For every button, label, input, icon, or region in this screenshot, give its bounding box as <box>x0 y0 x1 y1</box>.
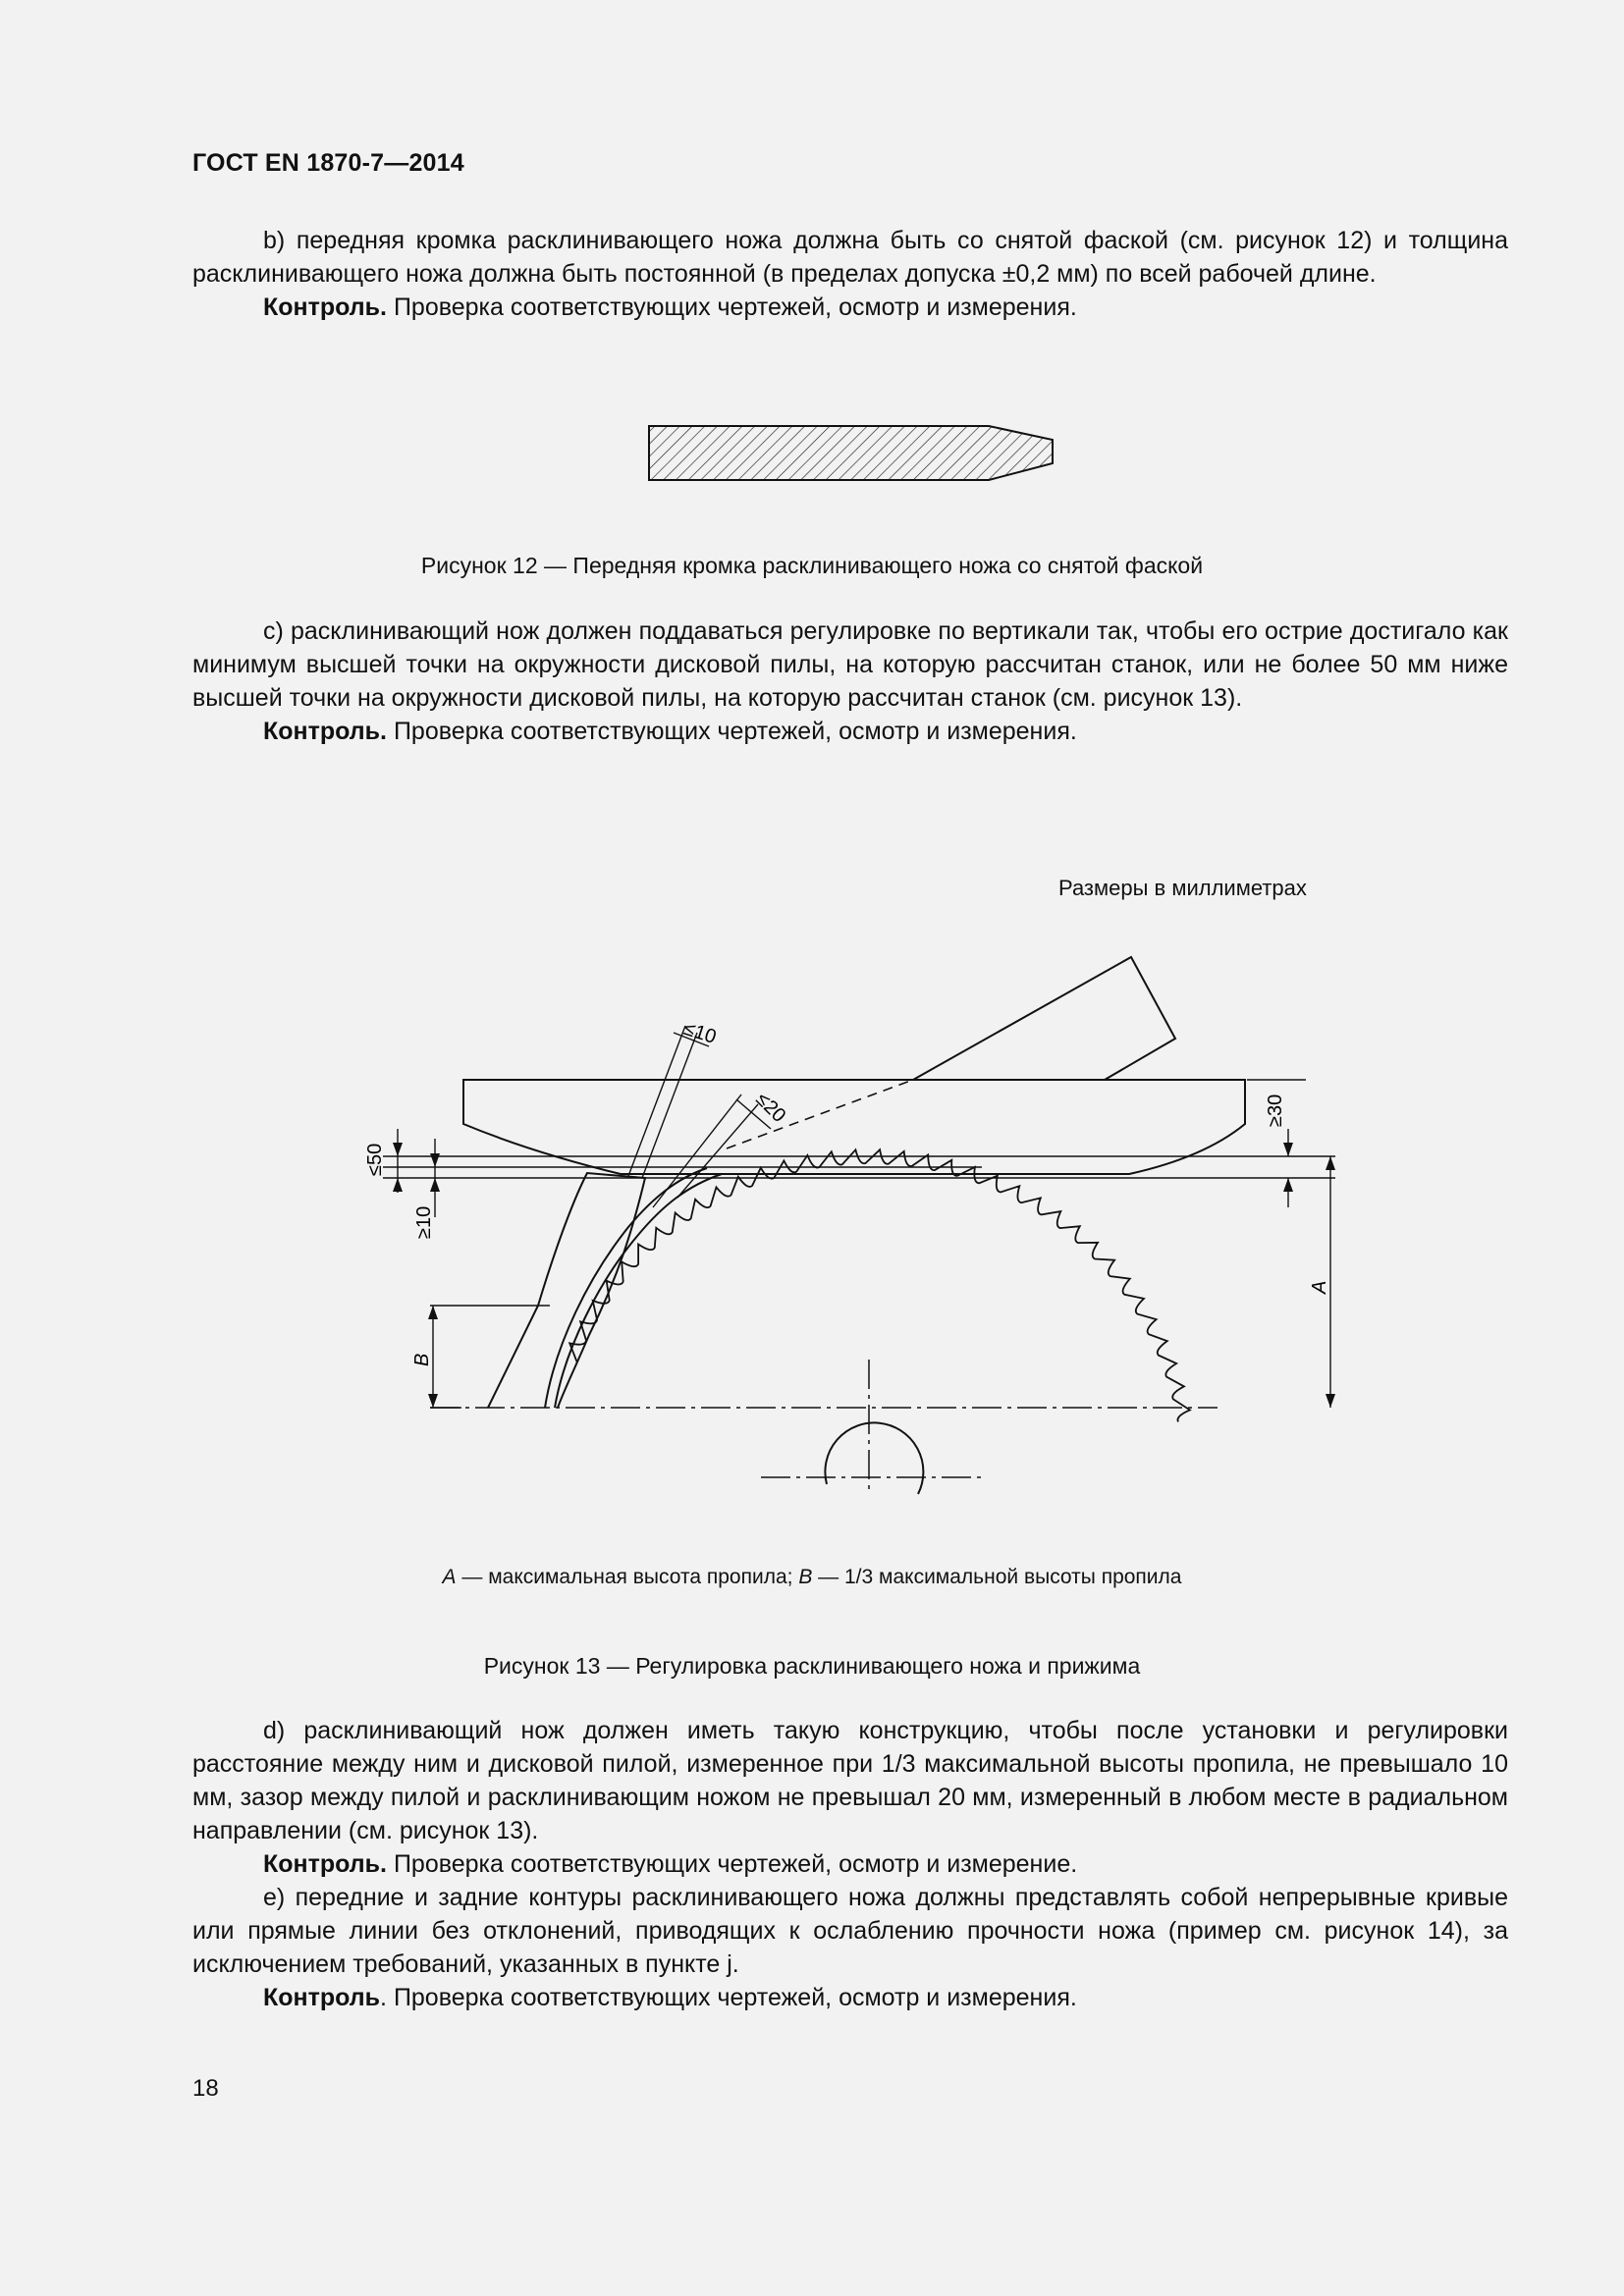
legend-a-symbol: A <box>442 1566 457 1588</box>
label-B: B <box>411 1353 433 1366</box>
guard-arm <box>913 957 1175 1080</box>
label-ge30: ≥30 <box>1265 1094 1286 1127</box>
paragraph-c <box>192 614 1508 748</box>
saw-blade <box>569 1149 1190 1421</box>
units-note: Размеры в миллиметрах <box>1058 876 1307 900</box>
paragraph-b-text: b) передняя кромка расклинивающего ножа должна быть со снятой фаской (см. рисунок 12) и толщина расклинивающего ножа должна быть постоянной (в пределах допуска ±0,2 мм) по всей рабочей длине. <box>192 227 1508 288</box>
control-label: Контроль <box>263 1984 381 2011</box>
label-ge10: ≥10 <box>413 1205 435 1239</box>
knife-curve-inner <box>555 1174 722 1408</box>
riving-knife <box>488 1173 645 1408</box>
figure-12-caption: Рисунок 12 — Передняя кромка расклинивающего ножа со снятой фаской <box>420 553 1204 578</box>
page-number: 18 <box>192 2075 219 2102</box>
figure-13-caption: Рисунок 13 — Регулировка расклинивающего ножа и прижима <box>483 1653 1141 1679</box>
figure-13-drawing <box>0 942 1624 1502</box>
control-text: Проверка соответствующих чертежей, осмотр и измерения. <box>387 718 1077 745</box>
figure-12-drawing <box>638 417 1070 486</box>
label-le50: ≤50 <box>364 1143 386 1176</box>
guard-plate <box>463 1080 1245 1174</box>
document-header: ГОСТ EN 1870-7—2014 <box>192 149 464 177</box>
knife-curve <box>545 1168 707 1408</box>
legend-b-text: — 1/3 максимальной высоты пропила <box>812 1566 1182 1588</box>
control-label: Контроль. <box>263 294 387 321</box>
control-text: . Проверка соответствующих чертежей, осмотр и измерения. <box>380 1984 1077 2011</box>
label-le20: ≤20 <box>751 1088 790 1127</box>
paragraph-b <box>192 224 1508 324</box>
control-text: Проверка соответствующих чертежей, осмотр и измерение. <box>387 1850 1078 1878</box>
paragraph-c-text: c) расклинивающий нож должен поддаваться регулировке по вертикали так, чтобы его острие достигало как минимум высшей точки на окружности дисковой пилы, на которую рассчитан станок, или не более 50 мм ниже высшей точки на окружности дисковой пилы, на которую рассчитан станок (см. рисунок 13). <box>192 617 1508 712</box>
paragraph-e-text: e) передние и задние контуры расклинивающего ножа должны представлять собой непрерывные кривые или прямые линии без отклонений, приводящих к ослаблению прочности ножа (пример см. рисунок 14), за исключением требований, указанных в пункте j. <box>192 1884 1508 1978</box>
paragraph-d <box>192 1714 1508 2014</box>
control-label: Контроль. <box>263 718 387 745</box>
label-A: A <box>1309 1280 1330 1294</box>
legend-a-text: — максимальная высота пропила; <box>456 1566 799 1588</box>
figure-13-legend <box>0 1566 1624 1589</box>
label-le10-top: ≤10 <box>680 1017 720 1048</box>
paragraph-d-text: d) расклинивающий нож должен иметь такую конструкцию, чтобы после установки и регулировки расстояние между ним и дисковой пилой, измеренное при 1/3 максимальной высоты пропила, не превышало 10 мм, зазор между пилой и расклинивающим ножом не превышал 20 мм, измеренный в любом месте в радиальном направлении (см. рисунок 13). <box>192 1717 1508 1844</box>
control-text: Проверка соответствующих чертежей, осмотр и измерения. <box>387 294 1077 321</box>
legend-b-symbol: B <box>798 1566 813 1588</box>
control-label: Контроль. <box>263 1850 387 1878</box>
